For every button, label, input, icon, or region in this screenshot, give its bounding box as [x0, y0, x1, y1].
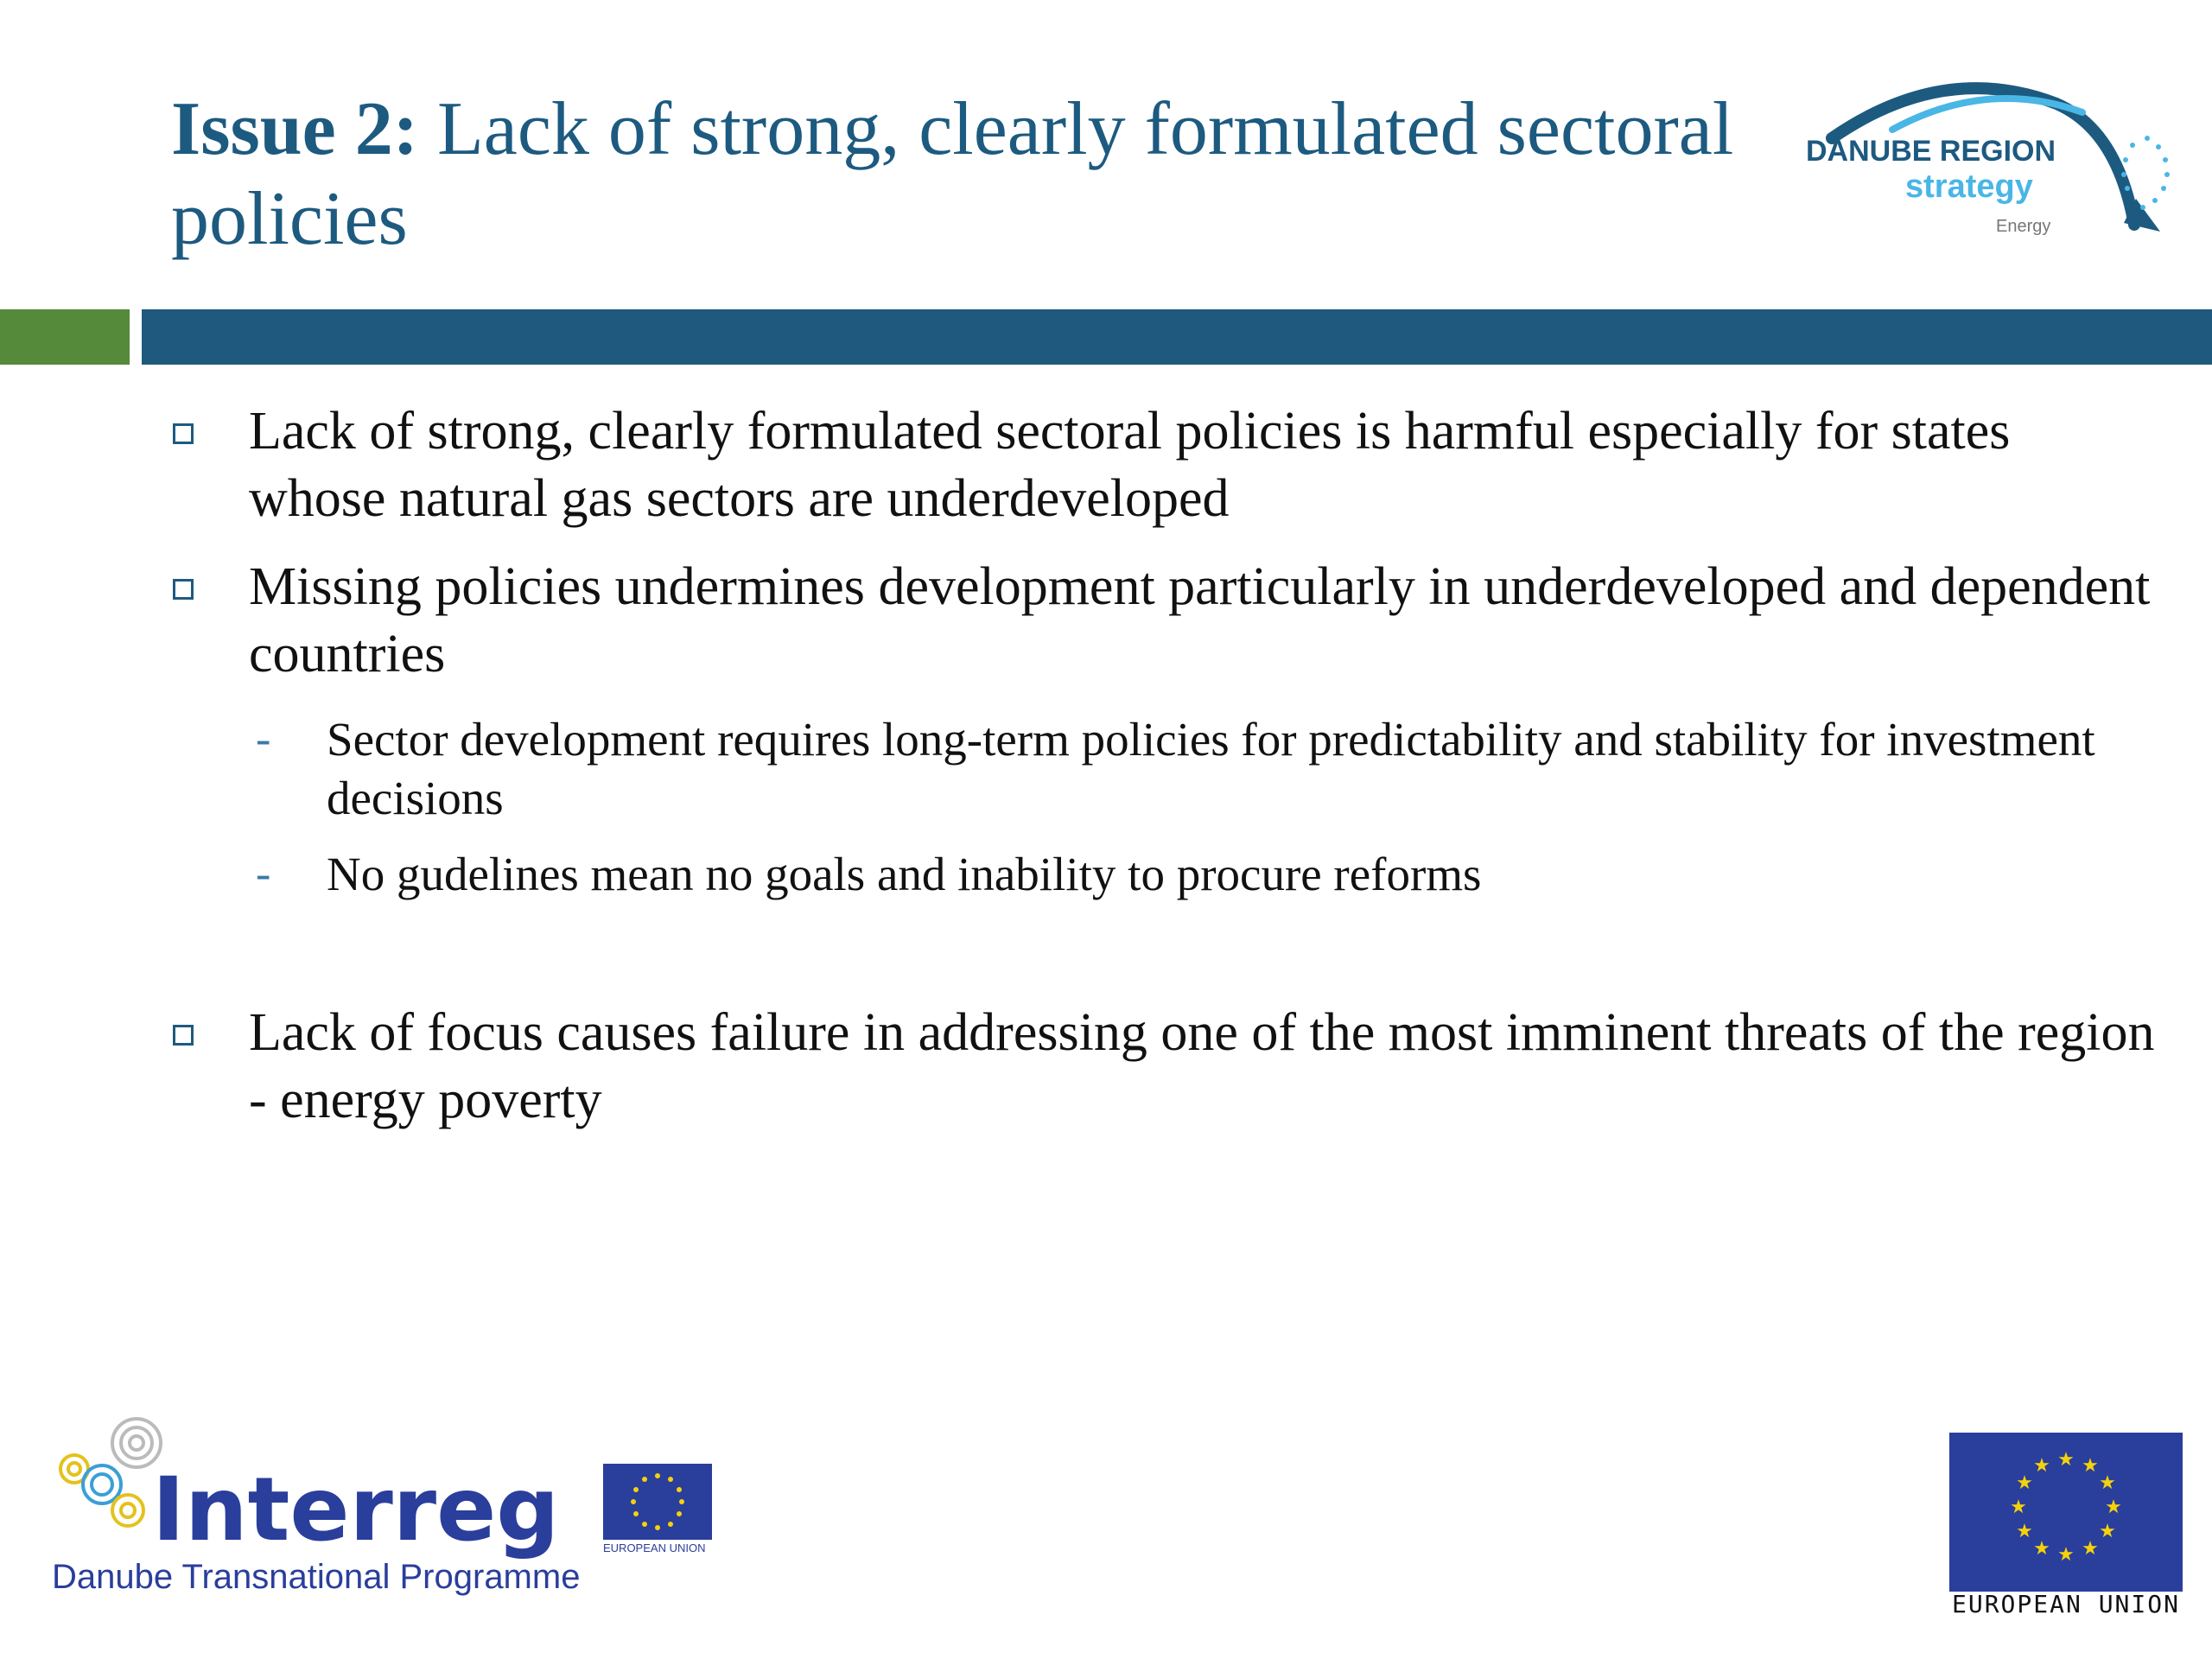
eu-flag-logo: [1949, 1433, 2183, 1592]
bullet-text: Missing policies undermines development particularly in underdeveloped and dependent countries: [249, 557, 2151, 683]
interreg-programme: Danube Transnational Programme: [52, 1558, 581, 1596]
bullet-text: Lack of strong, clearly formulated sectoral policies is harmful especially for states whose natural gas sectors are underdeveloped: [249, 402, 2011, 528]
svg-text:★: ★: [2057, 1449, 2075, 1471]
drs-logo-line1: DANUBE REGION: [1806, 135, 2056, 168]
title-lead: Issue 2:: [171, 87, 419, 171]
square-bullet-icon: [173, 579, 194, 600]
eu-label: EUROPEAN UNION: [1951, 1590, 2180, 1618]
svg-text:★: ★: [2016, 1521, 2033, 1542]
dash-bullet-icon: -: [256, 715, 271, 764]
svg-text:★: ★: [2099, 1521, 2116, 1542]
header-bar-green: [0, 309, 130, 365]
interreg-eu-label: EUROPEAN UNION: [603, 1541, 706, 1554]
svg-text:★: ★: [2010, 1497, 2027, 1518]
svg-text:★: ★: [2082, 1455, 2099, 1477]
danube-region-strategy-logo: [1797, 78, 2195, 251]
svg-text:★: ★: [2016, 1472, 2033, 1494]
dash-bullet-icon: -: [256, 849, 271, 899]
interreg-logo: [50, 1400, 724, 1607]
sub-bullet-item: [171, 845, 2158, 904]
bullet-list: [171, 397, 2158, 1134]
square-bullet-icon: [173, 423, 194, 444]
sub-bullet-text: No gudelines mean no goals and inability to procure reforms: [327, 848, 1482, 900]
header-bar-blue: [142, 309, 2212, 365]
drs-logo-line3: Energy: [1996, 217, 2051, 236]
slide-title: [171, 85, 1796, 264]
bullet-text: Lack of focus causes failure in addressing one of the most imminent threats of the region - energy poverty: [249, 1003, 2155, 1129]
svg-text:★: ★: [2082, 1538, 2099, 1560]
title-text: Lack of strong, clearly formulated sectoral policies: [171, 87, 1734, 261]
svg-text:★: ★: [2099, 1472, 2116, 1494]
svg-text:★: ★: [2057, 1544, 2075, 1566]
sub-bullet-text: Sector development requires long-term policies for predictability and stability for investment decisions: [327, 713, 2095, 824]
square-bullet-icon: [173, 1025, 194, 1046]
svg-text:★: ★: [2033, 1455, 2050, 1477]
bullet-item: [171, 397, 2158, 532]
interreg-wordmark: Interreg: [152, 1459, 560, 1561]
drs-logo-line2: strategy: [1905, 168, 2033, 205]
svg-text:★: ★: [2105, 1497, 2122, 1518]
svg-text:★: ★: [2033, 1538, 2050, 1560]
sub-bullet-item: [171, 710, 2158, 828]
bullet-item: [171, 999, 2158, 1134]
bullet-item: [171, 553, 2158, 688]
